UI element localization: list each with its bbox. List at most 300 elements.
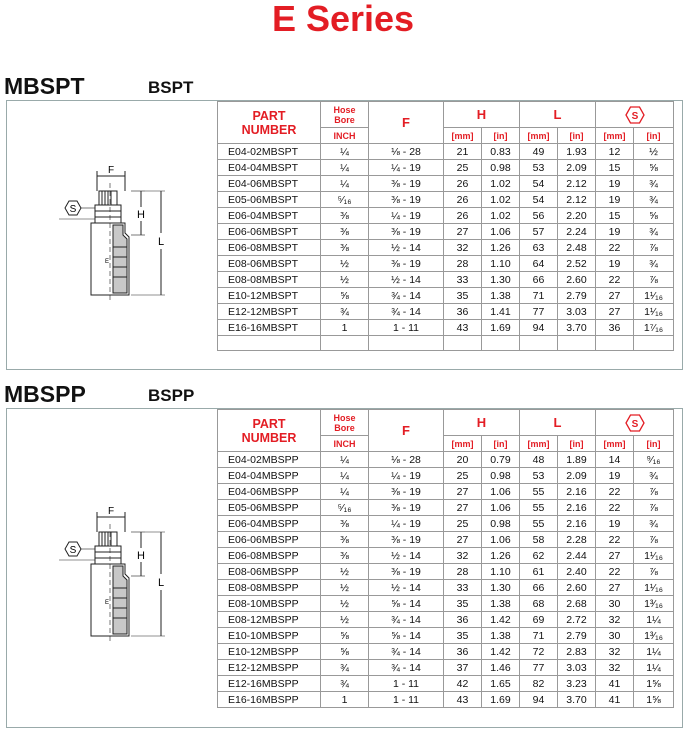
cell-hose-bore: ⅜ (321, 532, 369, 548)
section-description: BSPT (148, 78, 194, 97)
cell-hose-bore: ⅜ (321, 224, 369, 240)
cell-part-number: E08-12MBSPP (218, 612, 321, 628)
cell-part-number: E04-02MBSPT (218, 144, 321, 160)
cell-part-number: E08-06MBSPP (218, 564, 321, 580)
cell-s-in: 1¹⁄₁₆ (634, 288, 674, 304)
cell-h-in: 1.65 (482, 676, 520, 692)
header-l: L (520, 102, 596, 128)
cell-thread-f: ⅜ - 19 (369, 484, 444, 500)
cell-s-in: ⅞ (634, 240, 674, 256)
cell-l-in: 2.24 (558, 224, 596, 240)
hex-s-label: S (69, 545, 77, 556)
cell-l-mm: 71 (520, 288, 558, 304)
cell-hose-bore: ⅜ (321, 208, 369, 224)
cell-l-in: 2.83 (558, 644, 596, 660)
mbspt-table (217, 101, 674, 351)
cell-s-in: 1¹⁄₁₆ (634, 580, 674, 596)
cell-part-number: E06-08MBSPP (218, 548, 321, 564)
cell-l-mm: 54 (520, 192, 558, 208)
cell-h-mm: 35 (444, 288, 482, 304)
cell-l-mm: 57 (520, 224, 558, 240)
cell-h-mm: 25 (444, 516, 482, 532)
cell-h-in: 1.41 (482, 304, 520, 320)
cell-l-in: 2.09 (558, 160, 596, 176)
cell-hose-bore: 1 (321, 320, 369, 336)
cell-l-in: 1.93 (558, 144, 596, 160)
cell-h-mm: 42 (444, 676, 482, 692)
cell-l-mm: 55 (520, 516, 558, 532)
header-h-in: [in] (482, 128, 520, 144)
cell-s-in: ¾ (634, 192, 674, 208)
cell-s-in: 1¹⁄₁₆ (634, 548, 674, 564)
svg-text:S: S (631, 110, 638, 122)
cell-thread-f: ⅛ - 28 (369, 144, 444, 160)
cell-thread-f: ¾ - 14 (369, 612, 444, 628)
header-l-in: [in] (558, 128, 596, 144)
header-f: F (369, 102, 444, 144)
cell-s-mm: 19 (596, 468, 634, 484)
cell-s-in: ⅞ (634, 532, 674, 548)
cell-l-in: 2.12 (558, 192, 596, 208)
cell-h-mm: 25 (444, 160, 482, 176)
cell-thread-f: 1 - 11 (369, 676, 444, 692)
cell-part-number: E04-02MBSPP (218, 452, 321, 468)
fitting-drawing (47, 163, 177, 313)
cell-s-mm: 12 (596, 144, 634, 160)
cell-thread-f: ⅜ - 19 (369, 532, 444, 548)
cell-part-number: E12-16MBSPP (218, 676, 321, 692)
table-row (218, 240, 674, 256)
svg-text:S: S (631, 418, 638, 430)
cell-l-mm: 66 (520, 580, 558, 596)
header-s-in: [in] (634, 128, 674, 144)
table-row (218, 304, 674, 320)
cell-s-in: ⁹⁄₁₆ (634, 452, 674, 468)
cell-s-in: ⅞ (634, 564, 674, 580)
cell-s-mm: 32 (596, 660, 634, 676)
cell-s-in: ¾ (634, 256, 674, 272)
table-row (218, 256, 674, 272)
cell-part-number: E10-12MBSPT (218, 288, 321, 304)
cell-l-in: 2.48 (558, 240, 596, 256)
cell-part-number: E05-06MBSPT (218, 192, 321, 208)
cell-h-in: 1.42 (482, 644, 520, 660)
cell-part-number: E16-16MBSPP (218, 692, 321, 708)
brand-logo: E (105, 259, 110, 265)
cell-hose-bore: ⁵⁄₁₆ (321, 192, 369, 208)
cell-l-mm: 77 (520, 304, 558, 320)
section-description: BSPP (148, 386, 194, 405)
cell-s-mm: 22 (596, 272, 634, 288)
table-row (218, 500, 674, 516)
cell-thread-f: ½ - 14 (369, 580, 444, 596)
cell-hose-bore: 1 (321, 692, 369, 708)
cell-h-in: 1.06 (482, 484, 520, 500)
cell-h-in: 1.30 (482, 272, 520, 288)
cell-s-mm: 22 (596, 564, 634, 580)
cell-h-mm: 37 (444, 660, 482, 676)
cell-s-mm: 30 (596, 628, 634, 644)
cell-h-in: 0.98 (482, 516, 520, 532)
cell-l-in: 2.60 (558, 580, 596, 596)
cell-thread-f: ¾ - 14 (369, 660, 444, 676)
cell-l-mm: 61 (520, 564, 558, 580)
cell-l-mm: 72 (520, 644, 558, 660)
cell-s-mm: 32 (596, 612, 634, 628)
cell-h-in: 0.98 (482, 160, 520, 176)
cell-thread-f: ¾ - 14 (369, 288, 444, 304)
dim-f-label: F (107, 506, 115, 517)
cell-s-in: 1¼ (634, 660, 674, 676)
cell-l-mm: 62 (520, 548, 558, 564)
cell-hose-bore: ¼ (321, 144, 369, 160)
cell-hose-bore: ½ (321, 272, 369, 288)
cell-l-mm: 55 (520, 500, 558, 516)
table-row (218, 516, 674, 532)
cell-hose-bore: ⅜ (321, 240, 369, 256)
table-row (218, 564, 674, 580)
cell-h-mm: 36 (444, 612, 482, 628)
cell-l-in: 1.89 (558, 452, 596, 468)
cell-h-in: 1.46 (482, 660, 520, 676)
cell-part-number: E06-08MBSPT (218, 240, 321, 256)
cell-part-number: E06-04MBSPP (218, 516, 321, 532)
cell-hose-bore: ½ (321, 612, 369, 628)
cell-thread-f: ¼ - 19 (369, 516, 444, 532)
cell-part-number: E04-06MBSPP (218, 484, 321, 500)
cell-h-in: 1.38 (482, 288, 520, 304)
cell-l-mm: 71 (520, 628, 558, 644)
table-row (218, 532, 674, 548)
dim-h-label: H (137, 550, 145, 562)
cell-part-number: E04-06MBSPT (218, 176, 321, 192)
cell-s-mm: 27 (596, 288, 634, 304)
cell-s-mm: 15 (596, 208, 634, 224)
cell-h-mm: 36 (444, 644, 482, 660)
mbspp-panel (6, 408, 683, 728)
header-l-in: [in] (558, 436, 596, 452)
cell-thread-f: ½ - 14 (369, 272, 444, 288)
cell-thread-f: ¼ - 19 (369, 160, 444, 176)
cell-s-in: ¾ (634, 516, 674, 532)
dim-f-label: F (107, 165, 115, 176)
table-row (218, 452, 674, 468)
table-row (218, 612, 674, 628)
cell-h-in: 1.02 (482, 208, 520, 224)
cell-part-number: E12-12MBSPP (218, 660, 321, 676)
cell-h-mm: 43 (444, 320, 482, 336)
cell-s-mm: 32 (596, 644, 634, 660)
cell-thread-f: ⅜ - 19 (369, 224, 444, 240)
header-part-number: PART NUMBER (218, 410, 321, 452)
cell-s-in: ⅞ (634, 500, 674, 516)
cell-thread-f: 1 - 11 (369, 320, 444, 336)
section-code: MBSPP (4, 381, 86, 407)
cell-l-in: 2.60 (558, 272, 596, 288)
cell-hose-bore: ¼ (321, 160, 369, 176)
cell-h-mm: 28 (444, 256, 482, 272)
cell-s-mm: 19 (596, 192, 634, 208)
cell-l-in: 2.28 (558, 532, 596, 548)
cell-h-mm: 27 (444, 224, 482, 240)
fitting-drawing (47, 504, 177, 654)
header-hose-bore: Hose Bore (321, 410, 369, 436)
table-row (218, 676, 674, 692)
cell-hose-bore: ¼ (321, 452, 369, 468)
cell-h-in: 1.02 (482, 192, 520, 208)
cell-h-in: 1.69 (482, 320, 520, 336)
cell-l-in: 2.12 (558, 176, 596, 192)
cell-part-number: E08-06MBSPT (218, 256, 321, 272)
section-code: MBSPT (4, 73, 85, 99)
dim-l-label: L (157, 577, 165, 589)
series-title: E Series (271, 0, 415, 39)
cell-s-mm: 41 (596, 692, 634, 708)
cell-thread-f: ⅛ - 28 (369, 452, 444, 468)
cell-thread-f: ⅜ - 19 (369, 256, 444, 272)
cell-s-mm: 19 (596, 176, 634, 192)
cell-thread-f: ¼ - 19 (369, 468, 444, 484)
cell-part-number: E04-04MBSPP (218, 468, 321, 484)
cell-thread-f: ¾ - 14 (369, 644, 444, 660)
cell-s-mm: 27 (596, 580, 634, 596)
table-row (218, 660, 674, 676)
cell-h-mm: 43 (444, 692, 482, 708)
cell-l-in: 2.52 (558, 256, 596, 272)
cell-part-number: E16-16MBSPT (218, 320, 321, 336)
header-part-number: PART NUMBER (218, 102, 321, 144)
header-l-mm: [mm] (520, 128, 558, 144)
table-row (218, 628, 674, 644)
cell-h-in: 0.98 (482, 468, 520, 484)
mbspt-panel (6, 100, 683, 370)
cell-thread-f: ⅝ - 14 (369, 628, 444, 644)
cell-hose-bore: ⅜ (321, 516, 369, 532)
cell-thread-f: 1 - 11 (369, 692, 444, 708)
cell-l-in: 3.70 (558, 692, 596, 708)
cell-l-in: 2.09 (558, 468, 596, 484)
cell-s-mm: 19 (596, 256, 634, 272)
cell-thread-f: ⅝ - 14 (369, 596, 444, 612)
table-row (218, 176, 674, 192)
cell-s-in: ⅞ (634, 484, 674, 500)
header-f: F (369, 410, 444, 452)
cell-hose-bore: ¼ (321, 176, 369, 192)
cell-s-in: 1¼ (634, 644, 674, 660)
cell-hose-bore: ⅝ (321, 628, 369, 644)
cell-s-in: ¾ (634, 468, 674, 484)
cell-s-in: ⅝ (634, 208, 674, 224)
cell-h-mm: 36 (444, 304, 482, 320)
cell-part-number: E06-04MBSPT (218, 208, 321, 224)
table-row (218, 192, 674, 208)
cell-part-number: E12-12MBSPT (218, 304, 321, 320)
header-s-mm: [mm] (596, 128, 634, 144)
cell-h-in: 1.30 (482, 580, 520, 596)
cell-part-number: E08-08MBSPT (218, 272, 321, 288)
cell-l-mm: 94 (520, 320, 558, 336)
cell-s-in: 1⅝ (634, 692, 674, 708)
table-row (218, 320, 674, 336)
cell-l-mm: 53 (520, 160, 558, 176)
cell-s-mm: 14 (596, 452, 634, 468)
cell-h-mm: 26 (444, 192, 482, 208)
cell-l-in: 2.20 (558, 208, 596, 224)
hex-s-icon (625, 414, 645, 432)
cell-hose-bore: ⅜ (321, 548, 369, 564)
cell-s-in: ⅝ (634, 160, 674, 176)
cell-h-mm: 33 (444, 272, 482, 288)
cell-h-in: 1.42 (482, 612, 520, 628)
table-row (218, 644, 674, 660)
cell-l-in: 3.03 (558, 304, 596, 320)
cell-s-mm: 27 (596, 548, 634, 564)
cell-l-in: 2.16 (558, 484, 596, 500)
header-s (596, 410, 674, 436)
cell-s-in: 1³⁄₁₆ (634, 596, 674, 612)
cell-h-mm: 26 (444, 208, 482, 224)
cell-l-mm: 58 (520, 532, 558, 548)
cell-hose-bore: ⅝ (321, 288, 369, 304)
cell-h-in: 1.10 (482, 564, 520, 580)
cell-h-mm: 27 (444, 532, 482, 548)
cell-h-mm: 21 (444, 144, 482, 160)
cell-h-mm: 35 (444, 628, 482, 644)
cell-h-in: 1.26 (482, 548, 520, 564)
cell-h-in: 0.79 (482, 452, 520, 468)
header-h-in: [in] (482, 436, 520, 452)
cell-s-mm: 30 (596, 596, 634, 612)
cell-l-mm: 55 (520, 484, 558, 500)
cell-l-in: 2.16 (558, 516, 596, 532)
cell-l-mm: 54 (520, 176, 558, 192)
cell-s-mm: 22 (596, 484, 634, 500)
cell-s-in: ¾ (634, 176, 674, 192)
cell-h-mm: 28 (444, 564, 482, 580)
brand-logo: E (105, 600, 110, 606)
table-row (218, 484, 674, 500)
cell-s-in: 1⅝ (634, 676, 674, 692)
cell-thread-f: ⅜ - 19 (369, 500, 444, 516)
cell-hose-bore: ⁵⁄₁₆ (321, 500, 369, 516)
cell-thread-f: ¼ - 19 (369, 208, 444, 224)
cell-thread-f: ½ - 14 (369, 548, 444, 564)
mbspp-table (217, 409, 674, 708)
cell-s-in: 1¼ (634, 612, 674, 628)
cell-hose-bore: ½ (321, 596, 369, 612)
cell-hose-bore: ⅝ (321, 644, 369, 660)
cell-l-mm: 49 (520, 144, 558, 160)
cell-h-in: 1.06 (482, 500, 520, 516)
cell-thread-f: ¾ - 14 (369, 304, 444, 320)
table-body (218, 144, 674, 336)
cell-l-in: 2.79 (558, 628, 596, 644)
cell-hose-bore: ½ (321, 256, 369, 272)
table-row (218, 208, 674, 224)
cell-part-number: E10-10MBSPP (218, 628, 321, 644)
cell-h-mm: 25 (444, 468, 482, 484)
header-h: H (444, 102, 520, 128)
cell-h-in: 1.02 (482, 176, 520, 192)
cell-s-in: 1¹⁄₁₆ (634, 304, 674, 320)
hex-s-icon (625, 106, 645, 124)
cell-h-mm: 20 (444, 452, 482, 468)
cell-l-mm: 82 (520, 676, 558, 692)
cell-part-number: E08-10MBSPP (218, 596, 321, 612)
cell-hose-bore: ¾ (321, 676, 369, 692)
cell-hose-bore: ¼ (321, 484, 369, 500)
cell-h-in: 1.26 (482, 240, 520, 256)
cell-l-mm: 64 (520, 256, 558, 272)
cell-l-mm: 77 (520, 660, 558, 676)
cell-h-mm: 27 (444, 500, 482, 516)
cell-l-in: 2.72 (558, 612, 596, 628)
cell-s-mm: 22 (596, 240, 634, 256)
cell-l-mm: 68 (520, 596, 558, 612)
hex-s-label: S (69, 204, 77, 215)
table-body (218, 452, 674, 708)
header-hose-bore: Hose Bore (321, 102, 369, 128)
cell-s-in: 1⁷⁄₁₆ (634, 320, 674, 336)
header-s-mm: [mm] (596, 436, 634, 452)
dim-h-label: H (137, 209, 145, 221)
cell-l-in: 2.79 (558, 288, 596, 304)
table-row (218, 144, 674, 160)
cell-h-mm: 27 (444, 484, 482, 500)
cell-l-mm: 53 (520, 468, 558, 484)
cell-hose-bore: ¾ (321, 304, 369, 320)
cell-h-in: 1.38 (482, 596, 520, 612)
cell-h-in: 0.83 (482, 144, 520, 160)
cell-part-number: E08-08MBSPP (218, 580, 321, 596)
table-row (218, 224, 674, 240)
cell-h-in: 1.06 (482, 224, 520, 240)
cell-h-mm: 32 (444, 240, 482, 256)
cell-h-mm: 35 (444, 596, 482, 612)
header-l-mm: [mm] (520, 436, 558, 452)
cell-s-in: 1³⁄₁₆ (634, 628, 674, 644)
cell-s-mm: 19 (596, 224, 634, 240)
dim-l-label: L (157, 236, 165, 248)
header-s (596, 102, 674, 128)
cell-s-in: ¾ (634, 224, 674, 240)
cell-part-number: E05-06MBSPP (218, 500, 321, 516)
cell-l-mm: 63 (520, 240, 558, 256)
cell-part-number: E06-06MBSPT (218, 224, 321, 240)
cell-h-mm: 32 (444, 548, 482, 564)
cell-hose-bore: ¼ (321, 468, 369, 484)
cell-l-in: 2.44 (558, 548, 596, 564)
cell-l-in: 3.03 (558, 660, 596, 676)
cell-thread-f: ½ - 14 (369, 240, 444, 256)
cell-l-in: 3.23 (558, 676, 596, 692)
cell-l-in: 2.68 (558, 596, 596, 612)
cell-s-in: ⅞ (634, 272, 674, 288)
cell-s-mm: 15 (596, 160, 634, 176)
cell-h-in: 1.69 (482, 692, 520, 708)
cell-thread-f: ⅜ - 19 (369, 192, 444, 208)
cell-l-mm: 48 (520, 452, 558, 468)
cell-hose-bore: ¾ (321, 660, 369, 676)
table-row (218, 468, 674, 484)
cell-s-mm: 36 (596, 320, 634, 336)
cell-h-mm: 33 (444, 580, 482, 596)
cell-l-mm: 69 (520, 612, 558, 628)
cell-l-in: 3.70 (558, 320, 596, 336)
cell-h-mm: 26 (444, 176, 482, 192)
table-row (218, 692, 674, 708)
cell-h-in: 1.38 (482, 628, 520, 644)
